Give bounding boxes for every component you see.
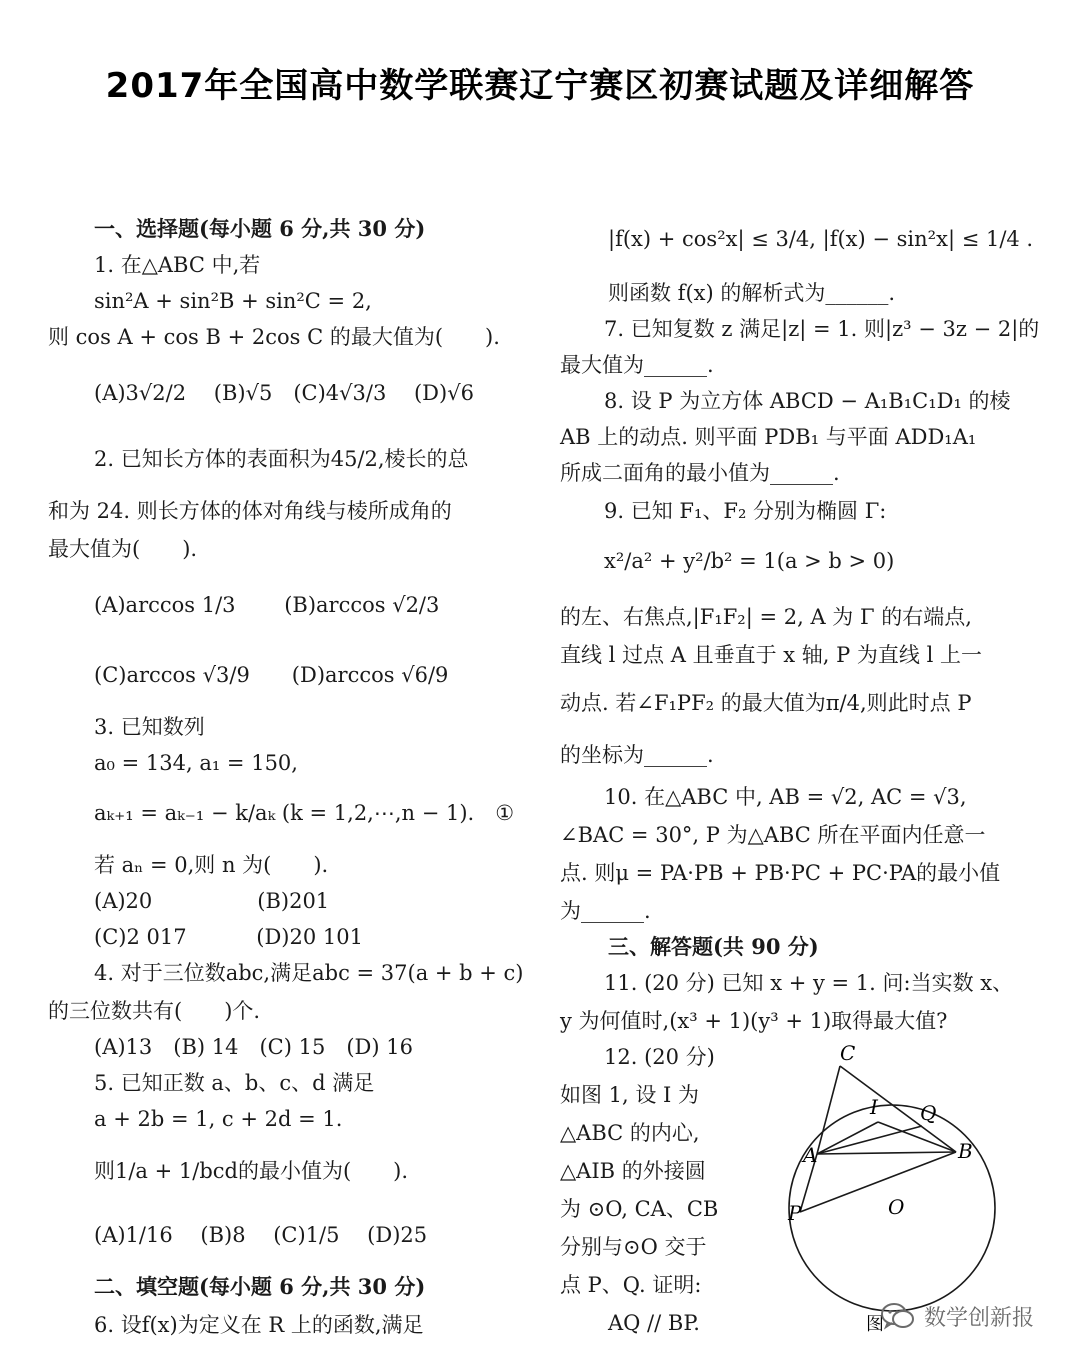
q2-stem: 2. 已知长方体的表面积为45/2,棱长的总 bbox=[94, 447, 469, 471]
segment-cb bbox=[840, 1066, 956, 1152]
q3-recurrence: aₖ₊₁ = aₖ₋₁ − k/aₖ (k = 1,2,⋯,n − 1). ① bbox=[94, 801, 515, 825]
segment-ib bbox=[878, 1122, 956, 1152]
geometry-figure bbox=[770, 1040, 1040, 1340]
q2-stem-line2: 和为 24. 则长方体的体对角线与棱所成角的 bbox=[48, 499, 452, 523]
q9-stem: 9. 已知 F₁、F₂ 分别为椭圆 Γ: bbox=[604, 499, 887, 523]
segment-ai bbox=[817, 1122, 878, 1154]
q8-stem-line2: AB 上的动点. 则平面 PDB₁ 与平面 ADD₁A₁ bbox=[560, 425, 977, 449]
segment-bp bbox=[800, 1152, 956, 1212]
q3-initial: a₀ = 134, a₁ = 150, bbox=[94, 751, 298, 775]
q12-line5: 分别与⊙O 交于 bbox=[560, 1235, 707, 1259]
q11-stem: 11. (20 分) 已知 x + y = 1. 问:当实数 x、 bbox=[604, 971, 1014, 995]
wechat-icon bbox=[880, 1301, 916, 1331]
q2-options-cd: (C)arccos √3/9 (D)arccos √6/9 bbox=[94, 663, 449, 687]
q4-stem: 4. 对于三位数abc,满足abc = 37(a + b + c) bbox=[94, 961, 524, 985]
q5-stem: 5. 已知正数 a、b、c、d 满足 bbox=[94, 1071, 375, 1095]
q12-conclusion: AQ // BP. bbox=[608, 1311, 700, 1335]
q7-question: 最大值为______. bbox=[560, 353, 714, 377]
q6-stem: 6. 设f(x)为定义在 R 上的函数,满足 bbox=[94, 1313, 424, 1337]
q12-line4: 为 ⊙O, CA、CB bbox=[560, 1197, 719, 1221]
q10-stem: 10. 在△ABC 中, AB = √2, AC = √3, bbox=[604, 785, 967, 809]
q1-question: 则 cos A + cos B + 2cos C 的最大值为( ). bbox=[48, 325, 500, 349]
label-i: I bbox=[870, 1095, 878, 1119]
q12-line6: 点 P、Q. 证明: bbox=[560, 1273, 702, 1297]
q1-condition: sin²A + sin²B + sin²C = 2, bbox=[94, 289, 372, 313]
q10-question: 为______. bbox=[560, 899, 651, 923]
label-a: A bbox=[803, 1143, 818, 1167]
q5-question: 则1/a + 1/bcd的最小值为( ). bbox=[94, 1159, 409, 1183]
q9-stem-line4: 动点. 若∠F₁PF₂ 的最大值为π/4,则此时点 P bbox=[560, 691, 972, 715]
q8-question: 所成二面角的最小值为______. bbox=[560, 461, 840, 485]
q8-stem: 8. 设 P 为立方体 ABCD − A₁B₁C₁D₁ 的棱 bbox=[604, 389, 1011, 413]
section-2-heading: 二、填空题(每小题 6 分,共 30 分) bbox=[94, 1274, 426, 1299]
q3-question: 若 aₙ = 0,则 n 为( ). bbox=[94, 853, 329, 877]
q2-options-ab: (A)arccos 1/3 (B)arccos √2/3 bbox=[94, 593, 440, 617]
q6-question: 则函数 f(x) 的解析式为______. bbox=[608, 281, 896, 305]
q1-options: (A)3√2/2 (B)√5 (C)4√3/3 (D)√6 bbox=[94, 381, 474, 405]
watermark-text: 数学创新报 bbox=[924, 1305, 1035, 1331]
q4-options: (A)13 (B) 14 (C) 15 (D) 16 bbox=[94, 1035, 413, 1059]
q6-condition: |f(x) + cos²x| ≤ 3/4, |f(x) − sin²x| ≤ 1/4 . bbox=[608, 227, 1034, 251]
q12-line3: △AIB 的外接圆 bbox=[560, 1159, 706, 1183]
q10-stem-line2: ∠BAC = 30°, P 为△ABC 所在平面内任意一 bbox=[560, 823, 986, 847]
q2-stem-line3: 最大值为( ). bbox=[48, 537, 198, 561]
q4-stem-line2: 的三位数共有( )个. bbox=[48, 999, 261, 1023]
section-3-heading: 三、解答题(共 90 分) bbox=[608, 934, 819, 959]
q5-condition: a + 2b = 1, c + 2d = 1. bbox=[94, 1107, 343, 1131]
label-b: B bbox=[958, 1139, 973, 1163]
label-o: O bbox=[888, 1195, 905, 1219]
q12-line1: 如图 1, 设 I 为 bbox=[560, 1083, 700, 1107]
figure-caption: 图 bbox=[866, 1314, 884, 1335]
q9-ellipse: x²/a² + y²/b² = 1(a > b > 0) bbox=[604, 549, 895, 573]
q3-options-cd: (C)2 017 (D)20 101 bbox=[94, 925, 363, 949]
segment-ca bbox=[817, 1066, 840, 1154]
q9-question: 的坐标为______. bbox=[560, 743, 714, 767]
q5-options: (A)1/16 (B)8 (C)1/5 (D)25 bbox=[94, 1223, 428, 1247]
q3-stem: 3. 已知数列 bbox=[94, 715, 205, 739]
segment-ab bbox=[817, 1152, 956, 1154]
segment-aq bbox=[817, 1126, 922, 1154]
label-q: Q bbox=[920, 1101, 937, 1125]
q9-stem-line3: 直线 l 过点 A 且垂直于 x 轴, P 为直线 l 上一 bbox=[560, 643, 982, 667]
q1-stem: 1. 在△ABC 中,若 bbox=[94, 253, 261, 277]
q12-line2: △ABC 的内心, bbox=[560, 1121, 700, 1145]
label-p: P bbox=[788, 1201, 802, 1225]
label-c: C bbox=[840, 1041, 856, 1065]
q7-stem: 7. 已知复数 z 满足|z| = 1. 则|z³ − 3z − 2|的 bbox=[604, 317, 1040, 341]
q11-question: y 为何值时,(x³ + 1)(y³ + 1)取得最大值? bbox=[560, 1009, 948, 1033]
q10-stem-line3: 点. 则μ = PA·PB + PB·PC + PC·PA的最小值 bbox=[560, 861, 1001, 885]
q3-options-ab: (A)20 (B)201 bbox=[94, 889, 330, 913]
watermark bbox=[880, 1296, 1034, 1336]
q9-stem-line2: 的左、右焦点,|F₁F₂| = 2, A 为 Γ 的右端点, bbox=[560, 605, 972, 629]
section-1-heading: 一、选择题(每小题 6 分,共 30 分) bbox=[94, 216, 426, 241]
page-title: 2017年全国高中数学联赛辽宁赛区初赛试题及详细解答 bbox=[105, 66, 975, 106]
q12-heading: 12. (20 分) bbox=[604, 1045, 715, 1069]
